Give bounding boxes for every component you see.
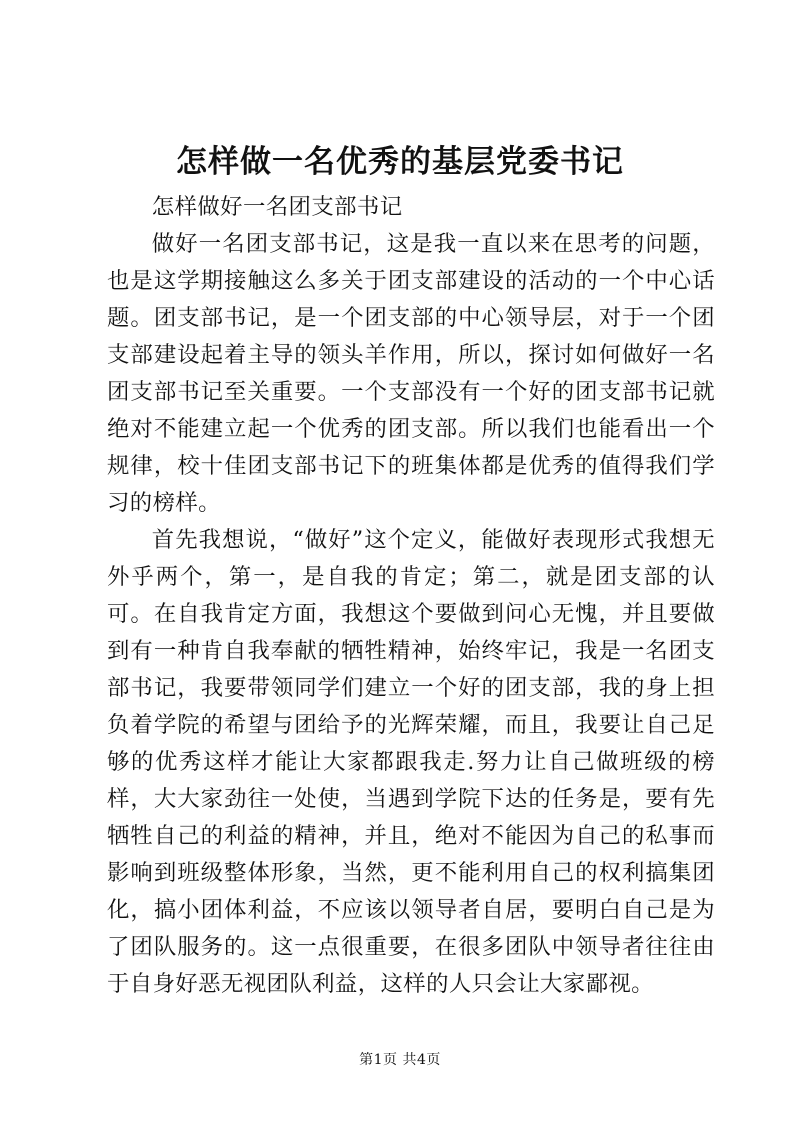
page-footer: 第1页 共4页 xyxy=(359,1052,441,1068)
paragraph-2: 首先我想说，“做好”这个定义，能做好表现形式我想无外乎两个，第一，是自我的肯定；第二，就是团支部的认可。在自我肯定方面，我想这个要做到问心无愧，并且要做到有一种肯自我奉献的牺牲精神，始终牢记，我是一名团支部书记，我要带领同学们建立一个好的团支部，我的身上担负着学院的希望与团给予的光辉荣耀，而且，我要让自己足够的优秀这样才能让大家都跟我走.努力让自己做班级的榜样，大大家劲往一处使，当遇到学院下达的任务是，要有先牺牲自己的利益的精神，并且，绝对不能因为自己的私事而影响到班级整体形象，当然，更不能利用自己的权利搞集团化，搞小团体利益，不应该以领导者自居，要明白自己是为了团队服务的。这一点很重要，在很多团队中领导者往往由于自身好恶无视团队利益，这样的人只会让大家鄙视。 xyxy=(107,527,715,997)
document-subtitle: 怎样做好一名团支部书记 xyxy=(151,194,403,220)
document-body xyxy=(107,189,715,1003)
document-title: 怎样做一名优秀的基层党委书记 xyxy=(176,144,624,180)
paragraph-1: 做好一名团支部书记，这是我一直以来在思考的问题，也是这学期接触这么多关于团支部建设的活动的一个中心话题。团支部书记，是一个团支部的中心领导层，对于一个团支部建设起着主导的领头羊作用，所以，探讨如何做好一名团支部书记至关重要。一个支部没有一个好的团支部书记就绝对不能建立起一个优秀的团支部。所以我们也能看出一个规律，校十佳团支部书记下的班集体都是优秀的值得我们学习的榜样。 xyxy=(107,231,715,516)
